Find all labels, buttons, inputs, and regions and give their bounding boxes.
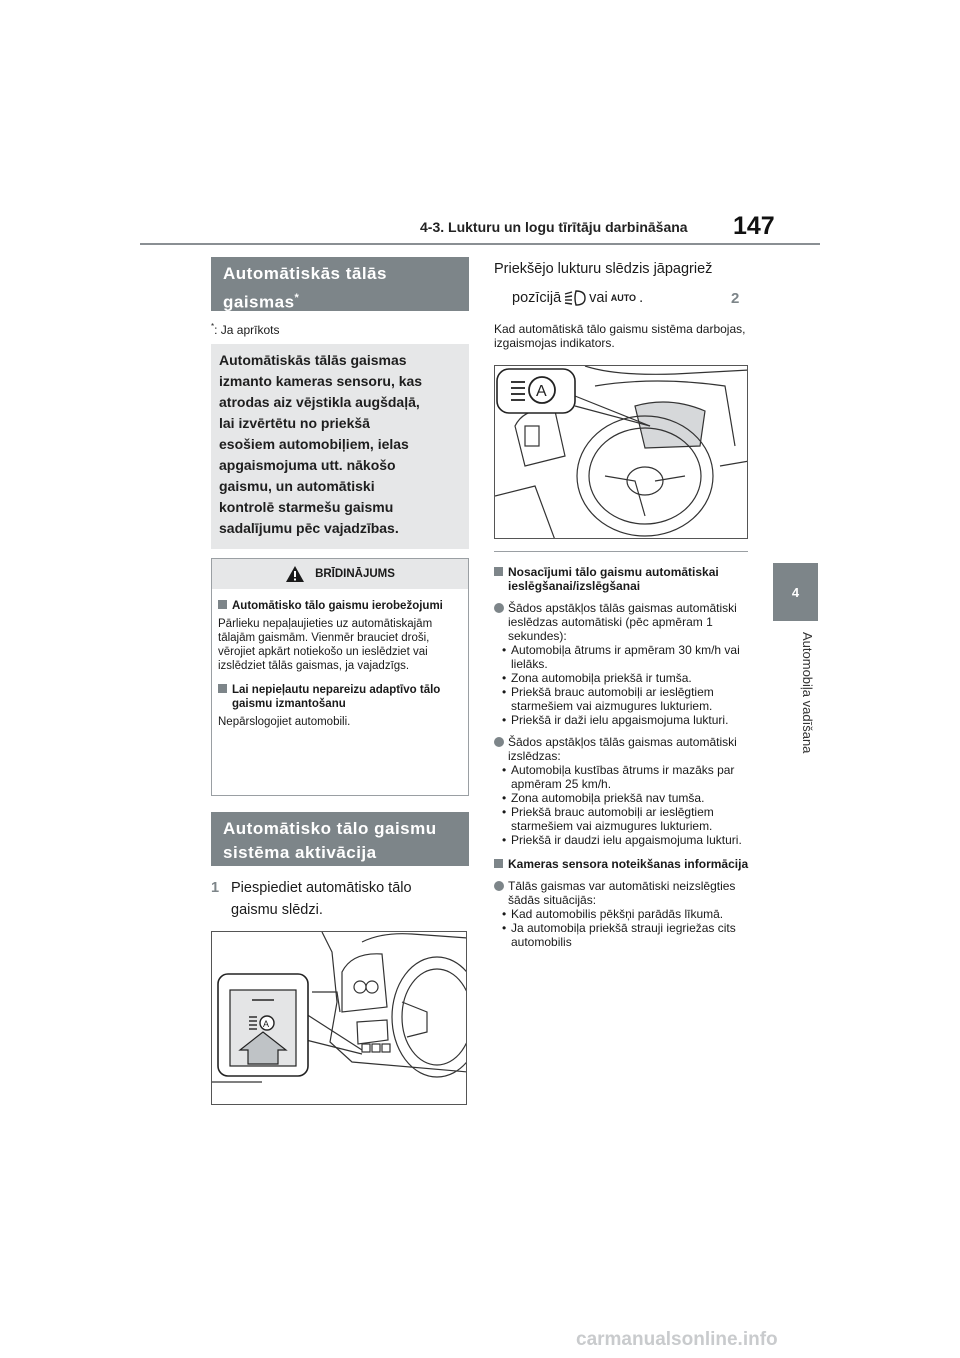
intro-box (211, 344, 469, 549)
conditions-section (494, 559, 752, 949)
intro-line: atrodas aiz vējstikla augšdaļā, (219, 394, 420, 410)
section-title-line: sistēma aktivācija (223, 843, 377, 862)
square-bullet-icon (218, 684, 227, 693)
round-bullet-icon (494, 881, 504, 891)
step-text: vai (589, 290, 608, 306)
watermark: carmanualsonline.info (576, 1329, 778, 1350)
round-bullet-icon (494, 737, 504, 747)
square-bullet-icon (218, 600, 227, 609)
intro-line: apgaismojuma utt. nākošo (219, 457, 396, 473)
conditions-title: Nosacījumi tālo gaismu automātiskai ieslēgšanai/izslēgšanai (494, 565, 752, 593)
square-bullet-icon (494, 859, 503, 868)
svg-text:A: A (536, 383, 547, 400)
step-number: 2 (731, 290, 740, 307)
list-item: • Zona automobiļa priekšā ir tumša. (502, 671, 692, 685)
step-text: Piespiediet automātisko tālo (231, 880, 412, 896)
warning-box (211, 558, 469, 796)
list-item: • Priekšā brauc automobiļi ar ieslēgtiem starmešiem vai aizmugures lukturiem. (502, 685, 714, 713)
list-item: • Priekšā brauc automobiļi ar ieslēgtiem starmešiem vai aizmugures lukturiem. (502, 805, 714, 833)
headlight-icon (564, 290, 586, 306)
warning-item-title: Automātisko tālo gaismu ierobežojumi (218, 599, 462, 613)
step-text: . (639, 290, 644, 306)
intro-line: izmanto kameras sensoru, kas (219, 373, 423, 389)
camera-intro: Tālās gaismas var automātiski neizslēgties šādās situācijās: (494, 879, 752, 907)
list-item: • Priekšā ir daži ielu apgaismojuma lukturi. (502, 713, 729, 727)
footnote-mark: * (294, 292, 300, 304)
auto-high-beam-switch-illustration (211, 931, 467, 1105)
list-item: • Zona automobiļa priekšā nav tumša. (502, 791, 705, 805)
step-text: pozīcijā (512, 290, 562, 306)
section-title-line: Automātiskās tālās (223, 264, 387, 283)
indicator-illustration (494, 365, 748, 539)
footnote-text: : Ja aprīkots (214, 323, 280, 337)
chapter-tab[interactable] (773, 563, 818, 621)
list-item: • Automobiļa ātrums ir apmēram 30 km/h vai lielāks. (502, 643, 740, 671)
page-number: 147 (733, 212, 775, 240)
section-title-auto-high-beam (211, 257, 469, 311)
section-title-line: Automātisko tālo gaismu (223, 819, 437, 838)
intro-line: kontrolē starmešu gaismu (219, 499, 394, 515)
warning-triangle-icon (285, 565, 305, 583)
camera-title: Kameras sensora noteikšanas informācija (494, 857, 752, 871)
step-2 (494, 258, 752, 280)
section-heading: 4-3. Lukturu un logu tīrītāju darbināšana (420, 219, 688, 235)
footnote (211, 322, 280, 337)
header-divider (140, 243, 820, 245)
step-number: 1 (211, 880, 220, 896)
conditions-on-intro: Šādos apstākļos tālās gaismas automātiski ieslēdzas automātiski (pēc apmēram 1 sekundes): (494, 601, 752, 643)
warning-header (212, 559, 468, 589)
intro-line: Automātiskās tālās gaismas (219, 352, 407, 368)
warning-item-text: Nepārslogojiet automobili. (218, 716, 351, 728)
intro-line: lai izvērtētu no priekšā (219, 415, 370, 431)
divider (494, 551, 748, 552)
footnote-mark: * (211, 322, 215, 331)
list-item: • Automobiļa kustības ātrums ir mazāks par apmēram 25 km/h. (502, 763, 735, 791)
chapter-number: 4 (791, 584, 800, 600)
step-text: gaismu slēdzi. (231, 902, 323, 918)
warning-item-text: Pārlieku nepaļaujieties uz automātiskajām tālajām gaismām. Vienmēr brauciet droši, vērojiet apkārt notiekošo un ieslēdziet vai izslēdziet tālās gaismas, ja vajadzīgs. (218, 618, 433, 672)
chapter-label: Automobiļa vadīšana (800, 632, 815, 754)
warning-heading: BRĪDINĀJUMS (315, 568, 395, 580)
intro-line: gaismu, un automātiski (219, 478, 375, 494)
round-bullet-icon (494, 603, 504, 613)
intro-line: esošiem automobiļiem, ielas (219, 436, 409, 452)
warning-item-title: Lai nepieļautu nepareizu adaptīvo tālo gaismu izmantošanu (218, 683, 462, 711)
intro-line: sadalījumu pēc vajadzības. (219, 520, 399, 536)
svg-text:A: A (263, 1019, 270, 1029)
list-item: • Kad automobilis pēkšņi parādās līkumā. (502, 907, 724, 921)
step-2-continued (512, 290, 643, 306)
step-1 (211, 877, 469, 921)
auto-position-icon: AUTO (610, 293, 637, 303)
conditions-off-intro: Šādos apstākļos tālās gaismas automātiski izslēdzas: (494, 735, 752, 763)
indicator-description: Kad automātiskā tālo gaismu sistēma darbojas, izgaismojas indikators. (494, 322, 746, 350)
list-item: • Priekšā ir daudzi ielu apgaismojuma lukturi. (502, 833, 742, 847)
list-item: • Ja automobiļa priekšā strauji iegriežas cits automobilis (502, 921, 736, 949)
section-title-activation (211, 812, 469, 866)
step-text: Priekšējo lukturu slēdzis jāpagriež (494, 261, 713, 277)
section-title-line: gaismas (223, 292, 295, 312)
square-bullet-icon (494, 567, 503, 576)
